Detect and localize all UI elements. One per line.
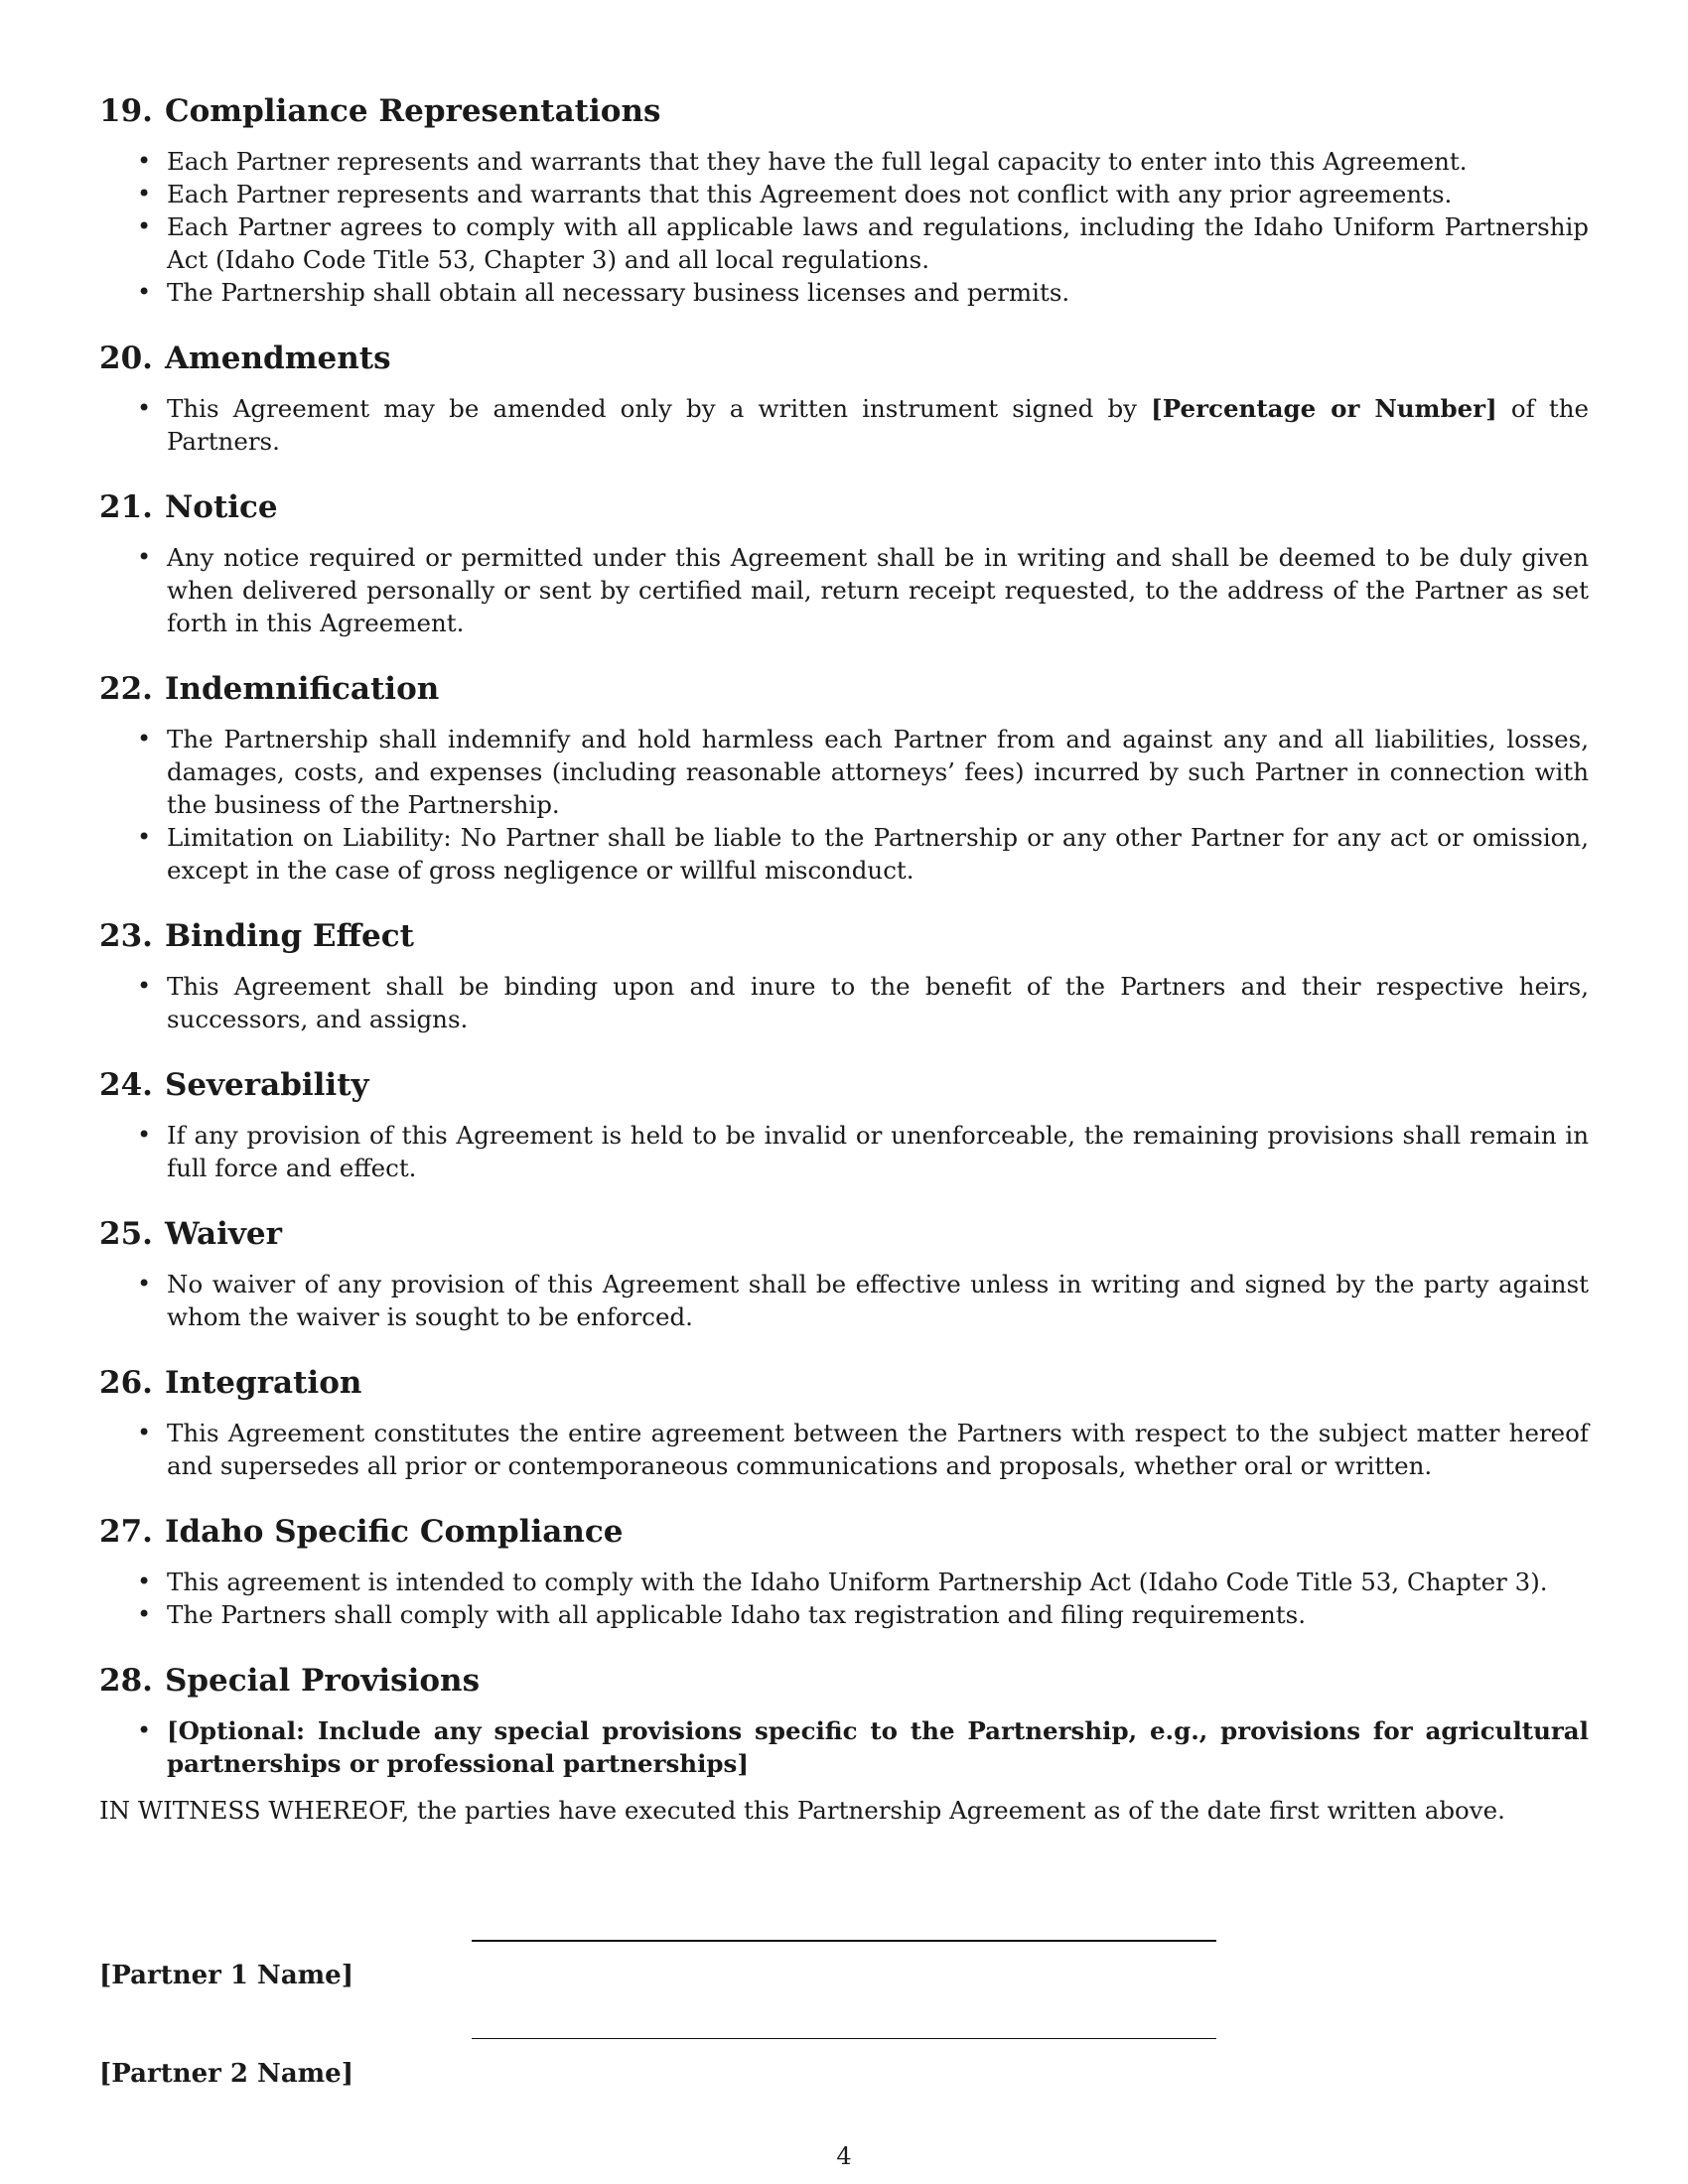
- list-item: [99, 276, 1589, 309]
- section-number: 24.: [99, 1067, 153, 1103]
- clause-text: Any notice required or permitted under this Agreement shall be in writing and shall be deemed to be duly given when delivered personally or sent by certified mail, return receipt requested, to the address of the Partner as set forth in this Agreement.: [167, 543, 1589, 637]
- clause-text: Limitation on Liability: No Partner shall be liable to the Partnership or any other Partner for any act or omission, except in the case of gross negligence or willful misconduct.: [167, 823, 1589, 885]
- clause-text: The Partners shall comply with all applicable Idaho tax registration and filing requirements.: [167, 1600, 1307, 1629]
- section-title: Binding Effect: [164, 918, 414, 954]
- section-heading: [99, 669, 1589, 709]
- clause-text: This Agreement shall be binding upon and inure to the benefit of the Partners and their respective heirs, successors, and assigns.: [167, 972, 1589, 1033]
- section-title: Notice: [164, 489, 278, 525]
- bullet-list: [99, 1119, 1589, 1184]
- clause-text: The Partnership shall obtain all necessary business licenses and permits.: [167, 278, 1070, 307]
- bullet-list: [99, 723, 1589, 887]
- section-heading: [99, 487, 1589, 527]
- section-number: 27.: [99, 1514, 153, 1550]
- clause-text: If any provision of this Agreement is held to be invalid or unenforceable, the remaining provisions shall remain in full force and effect.: [167, 1121, 1589, 1182]
- section-number: 21.: [99, 489, 153, 525]
- section-number: 22.: [99, 671, 153, 707]
- placeholder-text: [Optional: Include any special provisions specific to the Partnership, e.g., provisions for agricultural partnerships or professional partnerships]: [167, 1716, 1589, 1778]
- partner-2-name: [Partner 2 Name]: [99, 2059, 354, 2089]
- section-28: [99, 1661, 1589, 1780]
- list-item: [99, 210, 1589, 276]
- sections-container: [99, 91, 1589, 1780]
- list-item: [99, 970, 1589, 1035]
- clause-text: This agreement is intended to comply with the Idaho Uniform Partnership Act (Idaho Code Title 53, Chapter 3).: [167, 1568, 1548, 1596]
- clause-text: Each Partner agrees to comply with all applicable laws and regulations, including the Idaho Uniform Partnership Act (Idaho Code Title 53, Chapter 3) and all local regulations.: [167, 212, 1589, 274]
- section-title: Compliance Representations: [164, 93, 661, 129]
- list-item: [99, 1119, 1589, 1184]
- list-item: [99, 1714, 1589, 1780]
- section-number: 25.: [99, 1216, 153, 1252]
- list-item: [99, 1566, 1589, 1598]
- section-heading: [99, 91, 1589, 131]
- bullet-list: [99, 970, 1589, 1035]
- section-heading: [99, 1512, 1589, 1552]
- section-number: 23.: [99, 918, 153, 954]
- signature-line-2: [472, 2038, 1216, 2039]
- section-22: [99, 669, 1589, 887]
- section-heading: [99, 339, 1589, 378]
- list-item: [99, 723, 1589, 821]
- section-20: [99, 339, 1589, 458]
- section-title: Special Provisions: [164, 1663, 481, 1699]
- list-item: [99, 1268, 1589, 1333]
- clause-text: The Partnership shall indemnify and hold harmless each Partner from and against any and all liabilities, losses, damages, costs, and expenses (including reasonable attorneys’ fees) incurred by such Partner in connection with the business of the Partnership.: [167, 725, 1589, 819]
- list-item: [99, 1417, 1589, 1482]
- clause-text: No waiver of any provision of this Agreement shall be effective unless in writing and signed by the party against whom the waiver is sought to be enforced.: [167, 1270, 1589, 1331]
- list-item: [99, 178, 1589, 210]
- page-number: 4: [836, 2142, 852, 2170]
- section-title: Idaho Specific Compliance: [164, 1514, 624, 1550]
- placeholder-text: [Percentage or Number]: [1151, 394, 1497, 423]
- partner-1-name: [Partner 1 Name]: [99, 1961, 354, 1990]
- section-number: 28.: [99, 1663, 153, 1699]
- section-title: Indemnification: [164, 671, 440, 707]
- section-heading: [99, 1214, 1589, 1254]
- section-title: Integration: [164, 1365, 362, 1401]
- list-item: [99, 1598, 1589, 1631]
- section-26: [99, 1363, 1589, 1482]
- clause-text: Each Partner represents and warrants that they have the full legal capacity to enter into this Agreement.: [167, 147, 1468, 176]
- section-heading: [99, 1661, 1589, 1701]
- section-number: 20.: [99, 341, 153, 376]
- section-heading: [99, 1363, 1589, 1403]
- clause-text: This Agreement constitutes the entire agreement between the Partners with respect to the subject matter hereof and supersedes all prior or contemporaneous communications and proposals, whether oral or written.: [167, 1419, 1589, 1480]
- section-title: Waiver: [164, 1216, 282, 1252]
- bullet-list: [99, 392, 1589, 458]
- section-24: [99, 1065, 1589, 1184]
- witness-clause: IN WITNESS WHEREOF, the parties have executed this Partnership Agreement as of the date first written above.: [99, 1796, 1505, 1825]
- section-title: Amendments: [164, 341, 391, 376]
- clause-text: Each Partner represents and warrants that this Agreement does not conflict with any prior agreements.: [167, 180, 1453, 208]
- document-body: [99, 91, 1589, 1851]
- clause-text: of the Partners.: [167, 394, 1589, 456]
- section-21: [99, 487, 1589, 639]
- section-heading: [99, 916, 1589, 956]
- bullet-list: [99, 1417, 1589, 1482]
- bullet-list: [99, 541, 1589, 639]
- section-25: [99, 1214, 1589, 1333]
- bullet-list: [99, 1566, 1589, 1631]
- section-number: 26.: [99, 1365, 153, 1401]
- section-23: [99, 916, 1589, 1035]
- bullet-list: [99, 1268, 1589, 1333]
- section-19: [99, 91, 1589, 309]
- clause-text: This Agreement may be amended only by a written instrument signed by: [167, 394, 1152, 423]
- list-item: [99, 541, 1589, 639]
- section-heading: [99, 1065, 1589, 1105]
- section-title: Severability: [164, 1067, 369, 1103]
- bullet-list: [99, 1714, 1589, 1780]
- signature-line-1: [472, 1940, 1216, 1942]
- section-27: [99, 1512, 1589, 1631]
- bullet-list: [99, 145, 1589, 309]
- list-item: [99, 821, 1589, 887]
- list-item: [99, 392, 1589, 458]
- section-number: 19.: [99, 93, 153, 129]
- list-item: [99, 145, 1589, 178]
